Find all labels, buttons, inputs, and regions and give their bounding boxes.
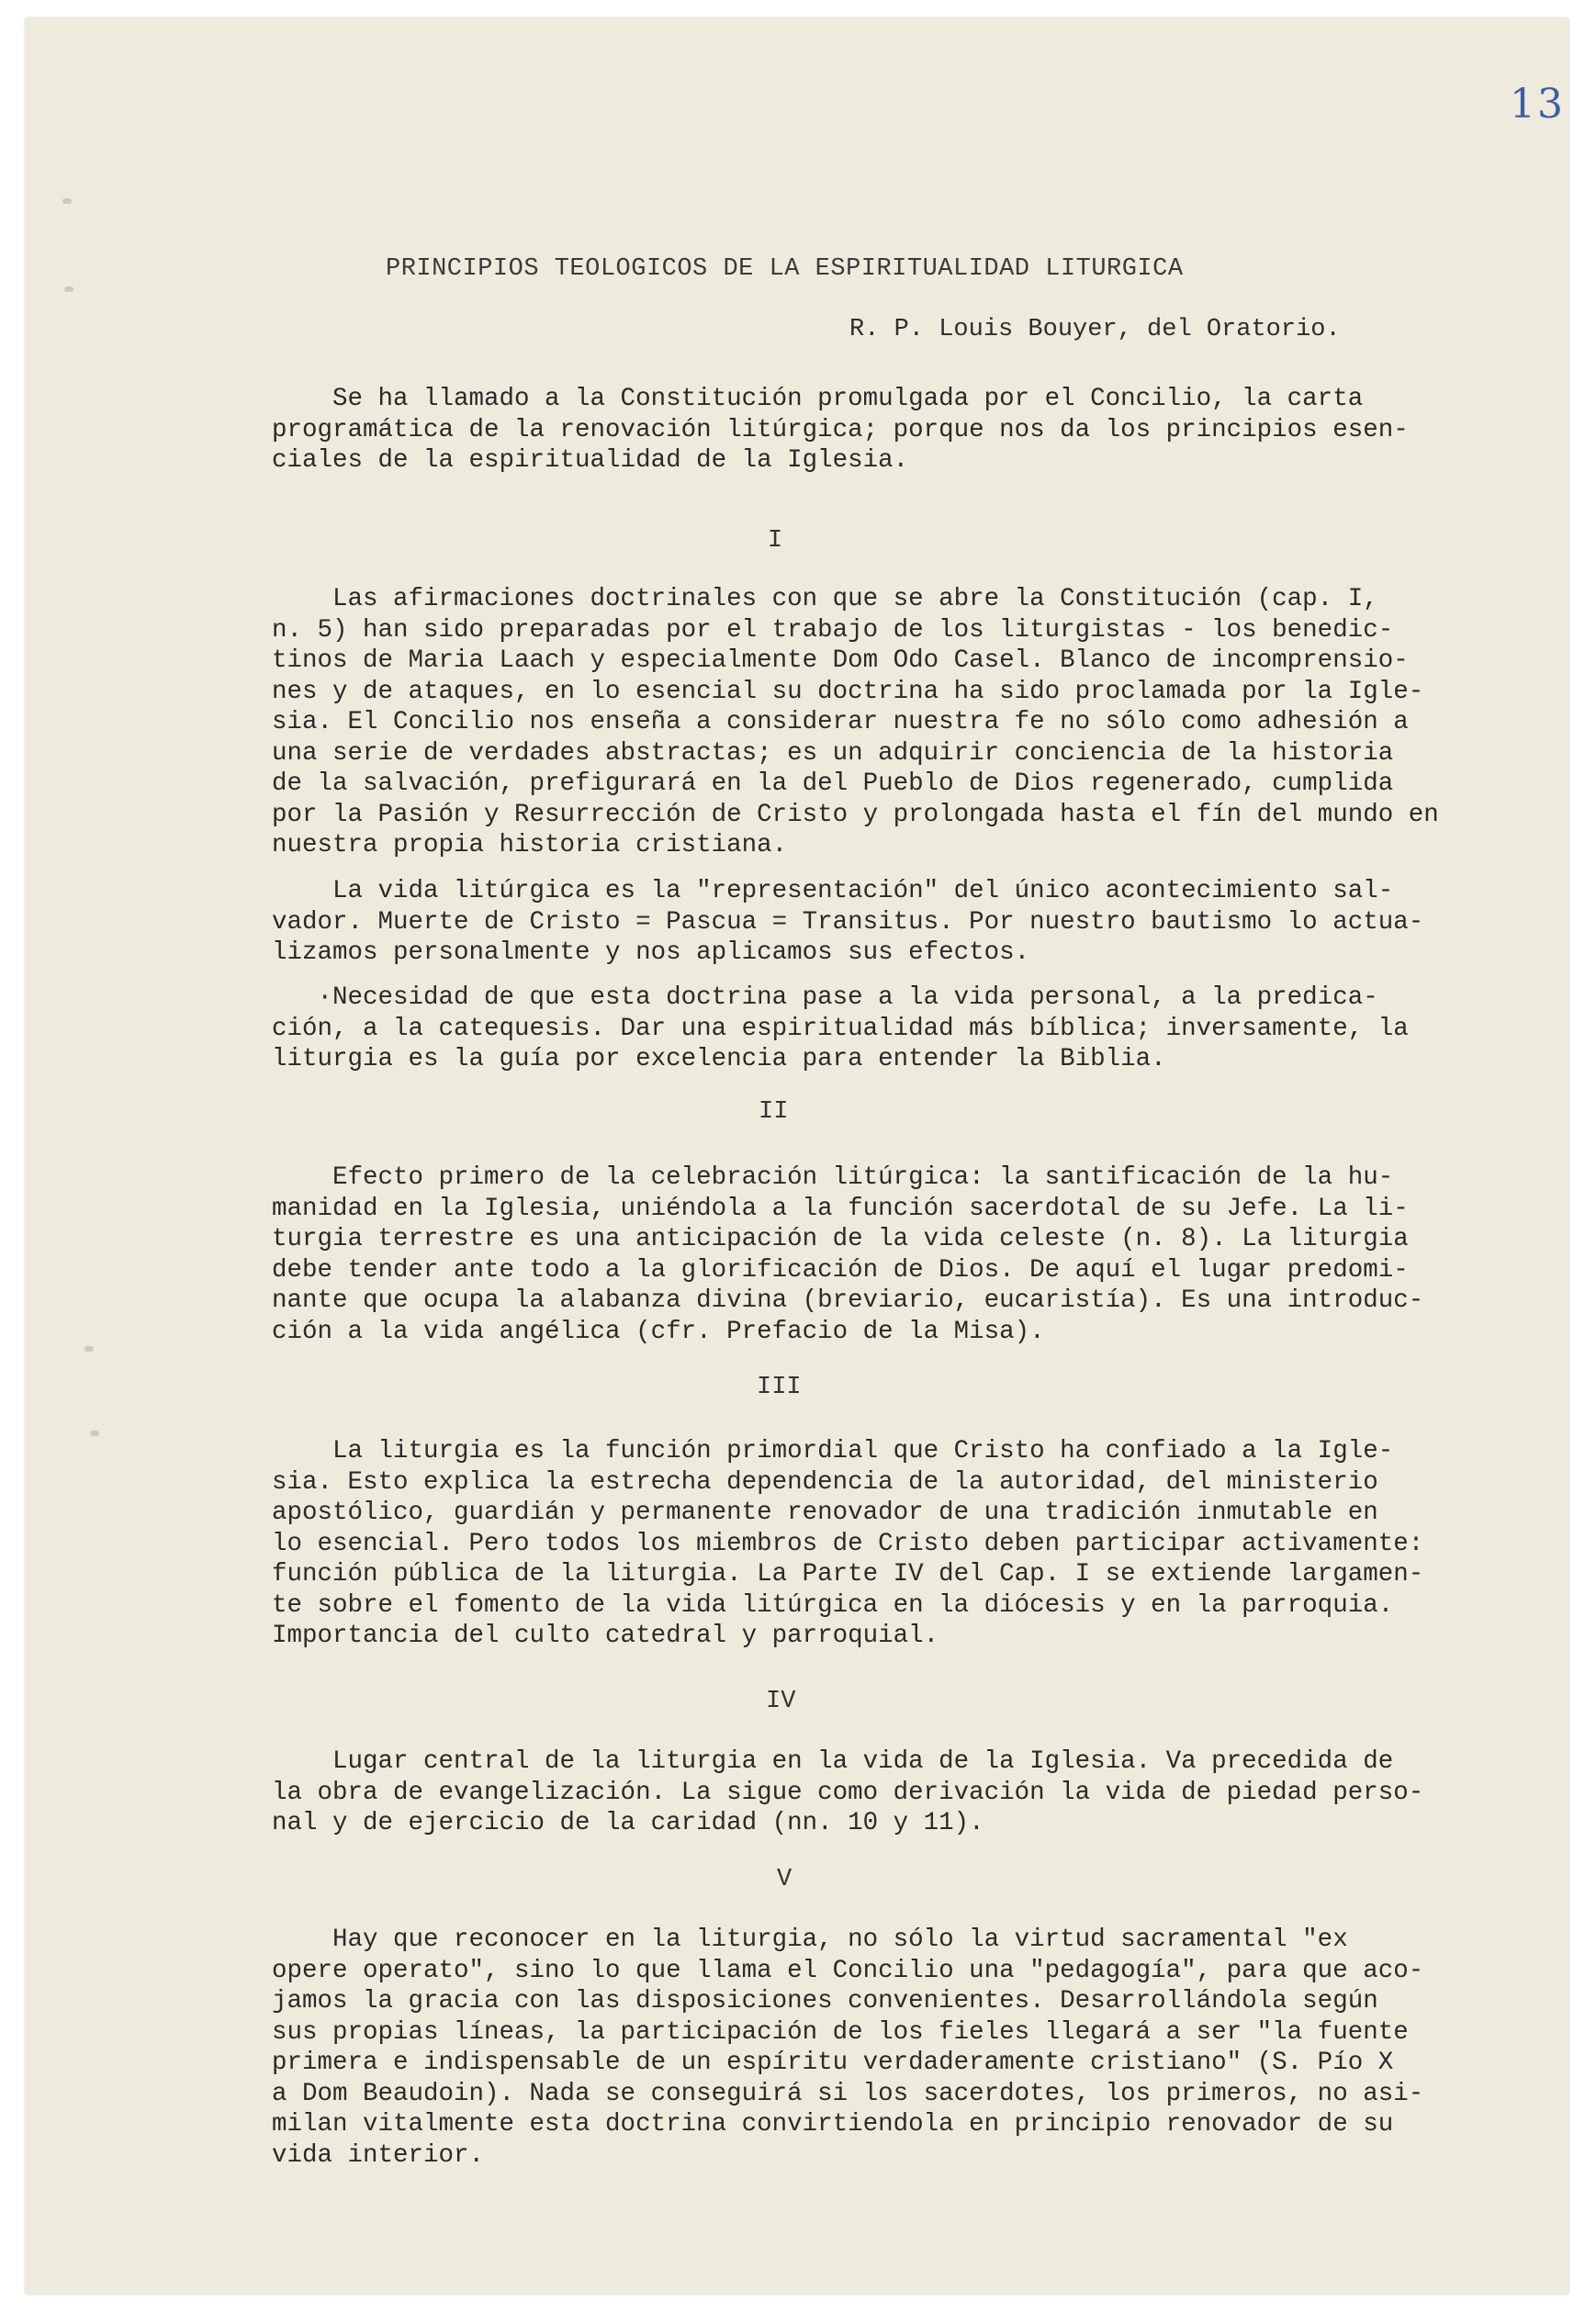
section-1-paragraph-3 — [272, 982, 1521, 1075]
text-line: por la Pasión y Resurrección de Cristo y prolongada hasta el fín del mundo en — [272, 800, 1439, 829]
section-heading-2: II — [759, 1098, 789, 1126]
punch-mark — [84, 1346, 94, 1352]
text-line: te sobre el fomento de la vida litúrgica en la diócesis y en la parroquia. — [272, 1590, 1394, 1620]
section-heading-5: V — [777, 1866, 792, 1893]
author-line: R. P. Louis Bouyer, del Oratorio. — [849, 316, 1341, 343]
document-title: PRINCIPIOS TEOLOGICOS DE LA ESPIRITUALIDAD LITURGICA — [386, 255, 1184, 283]
text-line: vador. Muerte de Cristo = Pascua = Transitus. Por nuestro bautismo lo actua- — [272, 907, 1424, 937]
text-line: Hay que reconocer en la liturgia, no sólo la virtud sacramental "ex — [272, 1926, 1348, 1954]
text-line: nuestra propia historia cristiana. — [272, 831, 788, 859]
section-2-paragraph-1 — [272, 1162, 1521, 1347]
document-page — [26, 18, 1568, 2294]
text-line: la obra de evangelización. La sigue como derivación la vida de piedad perso- — [272, 1778, 1424, 1807]
text-line: ción a la vida angélica (cfr. Prefacio de la Misa). — [272, 1317, 1045, 1346]
section-5-paragraph-1 — [272, 1925, 1521, 2171]
text-line: nes y de ataques, en lo esencial su doctrina ha sido proclamada por la Igle- — [272, 677, 1424, 706]
text-line: La vida litúrgica es la "representación" del único acontecimiento sal- — [272, 877, 1394, 905]
text-line: de la salvación, prefigurará en la del Pueblo de Dios regenerado, cumplida — [272, 769, 1394, 798]
text-line: liturgia es la guía por excelencia para entender la Biblia. — [272, 1045, 1166, 1073]
text-line: Se ha llamado a la Constitución promulgada por el Concilio, la carta — [272, 385, 1364, 413]
text-line: sus propias líneas, la participación de los fieles llegará a ser "la fuente — [272, 2017, 1409, 2047]
text-line: Las afirmaciones doctrinales con que se abre la Constitución (cap. I, — [272, 585, 1378, 613]
intro-paragraph — [272, 384, 1521, 477]
text-line: tinos de Maria Laach y especialmente Dom Odo Casel. Blanco de incomprensio- — [272, 646, 1409, 675]
text-line: sia. El Concilio nos enseña a considerar nuestra fe no sólo como adhesión a — [272, 708, 1409, 736]
text-line: ciales de la espiritualidad de la Iglesia. — [272, 446, 909, 475]
text-line: turgia terrestre es una anticipación de la vida celeste (n. 8). La liturgia — [272, 1225, 1409, 1253]
section-1-paragraph-2 — [272, 876, 1521, 969]
text-line: programática de la renovación litúrgica; porque nos da los principios esen- — [272, 415, 1409, 444]
text-line: Efecto primero de la celebración litúrgica: la santificación de la hu- — [272, 1163, 1394, 1192]
text-line: Importancia del culto catedral y parroquial. — [272, 1622, 939, 1650]
text-line: La liturgia es la función primordial que Cristo ha confiado a la Igle- — [272, 1437, 1394, 1465]
text-line: jamos la gracia con las disposiciones convenientes. Desarrollándola según — [272, 1987, 1378, 2015]
text-line: vida interior. — [272, 2140, 485, 2170]
punch-mark — [64, 286, 73, 292]
punch-mark — [90, 1431, 99, 1436]
text-line: nal y de ejercicio de la caridad (nn. 10 y 11). — [272, 1809, 984, 1837]
text-line: primera e indispensable de un espíritu verdaderamente cristiano" (S. Pío X — [272, 2049, 1394, 2077]
section-1-paragraph-1 — [272, 584, 1521, 861]
text-line: lizamos personalmente y nos aplicamos sus efectos. — [272, 938, 1030, 967]
text-line: ción, a la catequesis. Dar una espiritualidad más bíblica; inversamente, la — [272, 1014, 1409, 1043]
page-number: 13 — [1510, 81, 1565, 128]
section-heading-3: III — [757, 1374, 802, 1401]
section-heading-1: I — [768, 527, 783, 555]
text-line: ·Necesidad de que esta doctrina pase a la vida personal, a la predica- — [272, 983, 1378, 1012]
text-line: sia. Esto explica la estrecha dependencia de la autoridad, del ministerio — [272, 1467, 1378, 1497]
section-heading-4: IV — [766, 1688, 796, 1715]
text-line: función pública de la liturgia. La Parte IV del Cap. I se extiende largamen- — [272, 1560, 1424, 1589]
text-line: una serie de verdades abstractas; es un adquirir conciencia de la historia — [272, 738, 1394, 768]
section-3-paragraph-1 — [272, 1436, 1521, 1652]
text-line: lo esencial. Pero todos los miembros de Cristo deben participar activamente: — [272, 1529, 1424, 1558]
text-line: opere operato", sino lo que llama el Concilio una "pedagogía", para que aco- — [272, 1956, 1424, 1985]
section-4-paragraph-1 — [272, 1746, 1521, 1839]
punch-mark — [62, 198, 72, 204]
text-line: a Dom Beaudoin). Nada se conseguirá si los sacerdotes, los primeros, no asi- — [272, 2079, 1424, 2108]
text-line: nante que ocupa la alabanza divina (breviario, eucaristía). Es una introduc- — [272, 1286, 1424, 1315]
text-line: apostólico, guardián y permanente renovador de una tradición inmutable en — [272, 1499, 1378, 1527]
text-line: n. 5) han sido preparadas por el trabajo de los liturgistas - los benedic- — [272, 615, 1394, 645]
text-line: manidad en la Iglesia, uniéndola a la función sacerdotal de su Jefe. La li- — [272, 1194, 1409, 1223]
text-line: Lugar central de la liturgia en la vida de la Iglesia. Va precedida de — [272, 1747, 1394, 1776]
text-line: debe tender ante todo a la glorificación de Dios. De aquí el lugar predomi- — [272, 1255, 1409, 1285]
text-line: milan vitalmente esta doctrina convirtiendola en principio renovador de su — [272, 2110, 1394, 2139]
